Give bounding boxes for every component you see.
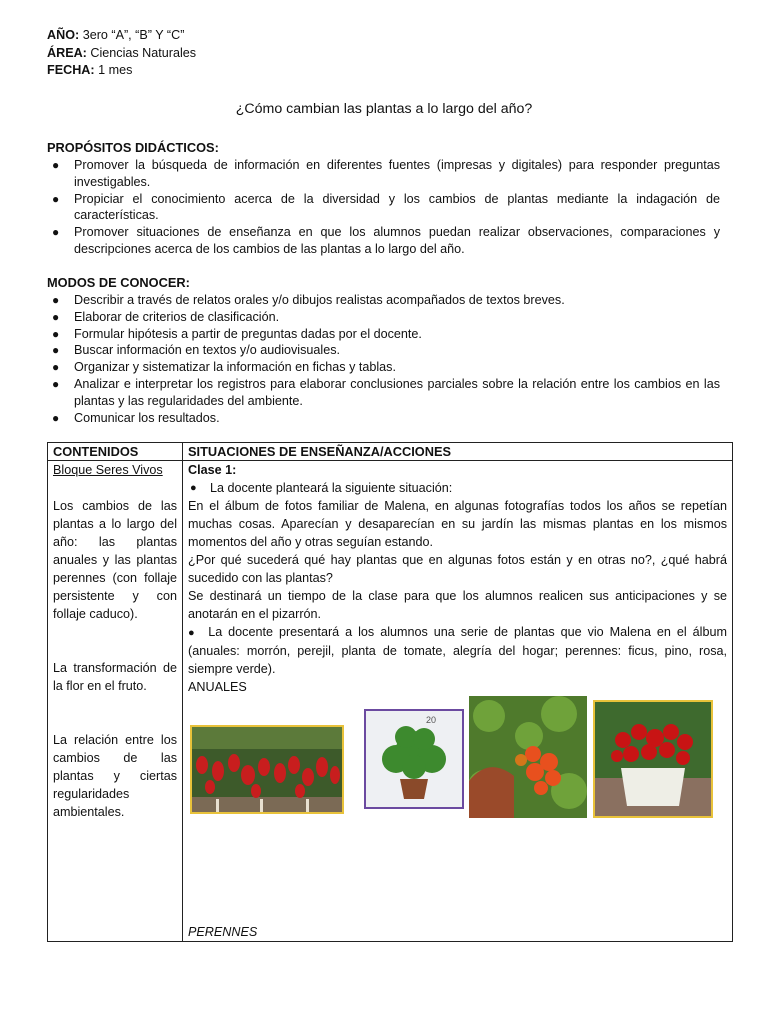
texto-album: En el álbum de fotos familiar de Malena, en algunas fotografías todos los años se repetían muchas cosas. Aparecían y desaparecían en su jardín las mismas plantas en los mismos momentos del año y otras seguían estando. [188, 499, 727, 549]
list-item: ● Formular hipótesis a partir de preguntas dadas por el docente. [52, 326, 422, 341]
document-title: ¿Cómo cambian las plantas a lo largo del año? [235, 101, 533, 117]
morron-photo [190, 725, 344, 814]
propositos-heading: PROPÓSITOS DIDÁCTICOS: [47, 140, 219, 155]
tomate-photo [469, 696, 587, 818]
perejil-photo [364, 709, 464, 809]
plan-table [47, 442, 733, 942]
list-item: ● Promover situaciones de enseñanza en que los alumnos puedan realizar observaciones, comparaciones y descripciones acerca de los cambios de las plantas a lo largo del año. [52, 225, 720, 256]
list-item: ● Organizar y sistematizar la información en fichas y tablas. [52, 360, 396, 375]
list-item: ● Propiciar el conocimiento acerca de la diversidad y los cambios de plantas mediante la indagación de características. [52, 191, 720, 223]
contenido-cambios: Los cambios de las plantas a lo largo del año: las plantas anuales y las plantas perennes (con follaje persistente y con follaje caduco). [53, 499, 177, 621]
propositos-list [47, 157, 720, 258]
bullet-planteo: ● La docente planteará la siguiente situación: [190, 481, 453, 495]
anuales-label: ANUALES [188, 680, 247, 694]
list-item: ● Promover la búsqueda de información en diferentes fuentes (impresas y digitales) para responder preguntas investigables. [52, 158, 720, 189]
header-contenidos: CONTENIDOS [48, 443, 183, 461]
list-item: ● Buscar información en textos y/o audiovisuales. [52, 343, 341, 358]
contenidos-cell [48, 461, 183, 942]
anio-value: 3ero “A”, “B” Y “C” [82, 28, 185, 42]
alegria-photo [593, 700, 713, 818]
texto-pregunta: ¿Por qué sucederá qué hay plantas que en algunas fotos están y en otras no?, ¿qué habrá sucedido con las plantas? [188, 553, 727, 585]
header-situaciones: SITUACIONES DE ENSEÑANZA/ACCIONES [183, 443, 733, 461]
perejil-photo-tag: 20 [426, 715, 437, 725]
area-value: Ciencias Naturales [90, 45, 197, 60]
modos-heading: MODOS DE CONOCER: [47, 275, 190, 290]
contenido-flor-fruto: La transformación de la flor en el fruto. [53, 661, 177, 693]
fecha-value: 1 mes [98, 63, 133, 77]
bloque-title: Bloque Seres Vivos [53, 463, 163, 477]
area-line: ÁREA: Ciencias Naturales [47, 45, 197, 60]
anuales-photos [188, 696, 727, 936]
bullet-presentacion: ● La docente presentará a los alumnos una serie de plantas que vio Malena en el álbum (anuales: morrón, perejil, planta de tomate, alegría del hogar; perennes: ficus, pino, rosa, siempre verde). [188, 625, 727, 676]
contenido-regularidades: La relación entre los cambios de las plantas y ciertas regularidades ambientales. [53, 733, 177, 819]
list-item: ● Elaborar de criterios de clasificación. [52, 309, 280, 324]
list-item: ● Comunicar los resultados. [52, 410, 220, 425]
perennes-label: PERENNES [188, 925, 258, 939]
clase-title: Clase 1: [188, 463, 237, 477]
modos-list [47, 292, 720, 426]
list-item: ● Analizar e interpretar los registros para elaborar conclusiones parciales sobre la relación entre los cambios en las plantas y las regularidades del ambiente. [52, 376, 720, 408]
header-meta [47, 27, 196, 80]
anio-line: AÑO: 3ero “A”, “B” Y “C” [47, 28, 185, 42]
texto-anticipaciones: Se destinará un tiempo de la clase para que los alumnos realicen sus anticipaciones y se anotarán en el pizarrón. [188, 589, 727, 621]
list-item: ● Describir a través de relatos orales y/o dibujos realistas acompañados de textos breves. [52, 293, 565, 307]
table-header-row [48, 443, 733, 461]
situaciones-cell [183, 461, 733, 942]
table-row [48, 461, 733, 942]
fecha-line: FECHA: 1 mes [47, 63, 133, 77]
